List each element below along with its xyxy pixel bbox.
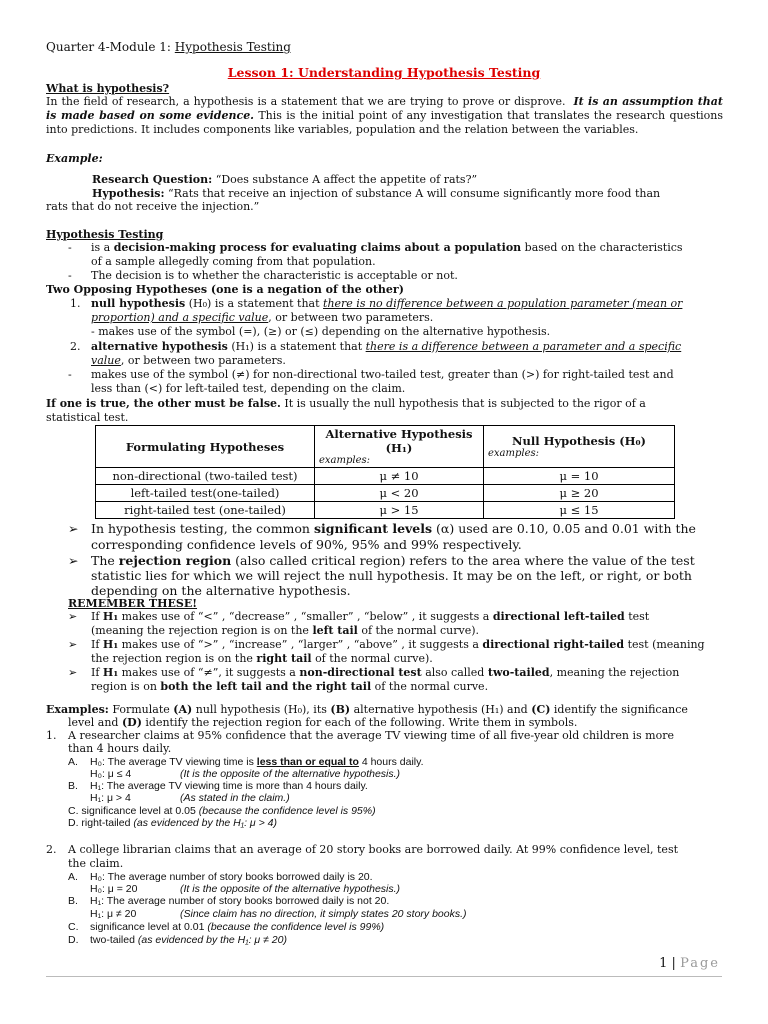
- arrow-bullet-icon: ➢: [68, 638, 78, 651]
- dash-bullet: -: [68, 368, 72, 381]
- table-header-formulating: Formulating Hypotheses: [96, 426, 315, 468]
- list-letter: A.: [68, 871, 78, 883]
- example-1-null-symbol: H₀: μ ≤ 4: [90, 768, 132, 780]
- if-one-true-cont: statistical test.: [46, 411, 129, 424]
- arrow-bullet-icon: ➢: [68, 666, 78, 679]
- hypothesis-example-cont: rats that do not receive the injection.”: [46, 200, 260, 213]
- left-tailed-rule-cont: (meaning the rejection region is on the left tail of the normal curve).: [91, 624, 480, 637]
- dash-bullet: -: [68, 241, 72, 254]
- list-number: 1.: [70, 297, 81, 310]
- two-hypotheses-heading: Two Opposing Hypotheses (one is a negation of the other): [46, 283, 404, 296]
- null-hypothesis-def: null hypothesis (H₀) is a statement that there is no difference between a population parameter (mean or: [91, 297, 683, 310]
- example-1-problem: A researcher claims at 95% confidence that the average TV viewing time of all five-year old children is more: [68, 729, 674, 742]
- arrow-bullet-icon: ➢: [68, 610, 78, 623]
- intro-paragraph: In the field of research, a hypothesis is a statement that we are trying to prove or disprove. It is an assumption that is made based on some evidence. This is the initial point of any investigation that translates the research questions into predictions. It includes components like variables, population and the relation between the variables.: [46, 95, 724, 136]
- right-tailed-rule-cont: the rejection region is on the right tail of the normal curve).: [91, 652, 433, 665]
- remember-heading: REMEMBER THESE!: [68, 597, 198, 610]
- example-1-alt-symbol: H₁: μ > 4: [90, 792, 131, 804]
- list-number: 2.: [70, 340, 81, 353]
- rejection-region-note-cont2: depending on the alternative hypothesis.: [91, 583, 351, 598]
- arrow-bullet-icon: ➢: [68, 553, 79, 568]
- example-2-null-symbol: H₀: μ = 20: [90, 883, 138, 895]
- example-2-significance: significance level at 0.01 (because the confidence level is 99%): [90, 921, 385, 933]
- two-tailed-rule: If H₁ makes use of “≠”, it suggests a non-directional test also called two-tailed, meaning the rejection: [91, 666, 680, 679]
- list-number: 2.: [46, 843, 57, 856]
- right-tailed-rule: If H₁ makes use of “>” , “increase” , “larger” , “above” , it suggests a directional right-tailed test (meaning: [91, 638, 705, 651]
- footer-divider: [46, 976, 722, 977]
- significance-note-cont: corresponding confidence levels of 90%, 95% and 99% respectively.: [91, 537, 522, 552]
- ht-bullet-1: is a decision-making process for evaluating claims about a population based on the characteristics: [91, 241, 683, 254]
- example-2-alt-note: (Since claim has no direction, it simply states 20 story books.): [180, 908, 467, 920]
- intro-heading: What is hypothesis?: [46, 82, 170, 95]
- examples-instructions-cont: level and (D) identify the rejection region for each of the following. Write them in symbols.: [68, 716, 578, 729]
- list-letter: D.: [68, 934, 79, 946]
- example-2-null-text: H₀: The average number of story books borrowed daily is 20.: [90, 871, 373, 883]
- null-hypothesis-def-cont: proportion) and a specific value, or between two parameters.: [91, 311, 434, 324]
- example-1-region: D. right-tailed (as evidenced by the H₁: μ > 4): [68, 817, 277, 829]
- example-2-alt-symbol: H₁: μ ≠ 20: [90, 908, 137, 920]
- research-question: Research Question: “Does substance A affect the appetite of rats?”: [92, 173, 478, 186]
- example-2-problem-cont: the claim.: [68, 857, 124, 870]
- two-tailed-rule-cont: region is on both the left tail and the right tail of the normal curve.: [91, 680, 489, 693]
- example-1-significance: C. significance level at 0.05 (because the confidence level is 95%): [68, 805, 376, 817]
- example-2-region: two-tailed (as evidenced by the H₁: μ ≠ 20): [90, 934, 287, 946]
- examples-instructions: Examples: Formulate (A) null hypothesis (H₀), its (B) alternative hypothesis (H₁) and (C) identify the significance: [46, 703, 688, 716]
- example-label: Example:: [46, 152, 103, 165]
- example-2-problem: A college librarian claims that an average of 20 story books are borrowed daily. At 99% confidence level, test: [68, 843, 679, 856]
- example-2-alt-text: H₁: The average number of story books borrowed daily is not 20.: [90, 895, 390, 907]
- ht-bullet-2: The decision is to whether the characteristic is acceptable or not.: [91, 269, 458, 282]
- alt-hypothesis-def-cont: value, or between two parameters.: [91, 354, 286, 367]
- table-row: left-tailed test(one-tailed) μ < 20 μ ≥ 20: [96, 485, 675, 502]
- table-row: non-directional (two-tailed test) μ ≠ 10 μ = 10: [96, 468, 675, 485]
- null-hypothesis-symbols: - makes use of the symbol (=), (≥) or (≤) depending on the alternative hypothesis.: [91, 325, 551, 338]
- alt-hypothesis-symbols-cont: less than (<) for left-tailed test, depending on the claim.: [91, 382, 406, 395]
- page-footer: 1 | Page: [659, 956, 720, 971]
- example-2-null-note: (It is the opposite of the alternative hypothesis.): [180, 883, 401, 895]
- if-one-true: If one is true, the other must be false. It is usually the null hypothesis that is subjected to the rigor of a: [46, 397, 646, 410]
- table-row: right-tailed test (one-tailed) μ > 15 μ ≤ 15: [96, 502, 675, 519]
- list-letter: B.: [68, 895, 78, 907]
- table-header-row: [96, 426, 675, 468]
- example-1-null-note: (It is the opposite of the alternative hypothesis.): [180, 768, 401, 780]
- list-number: 1.: [46, 729, 57, 742]
- example-1-problem-cont: than 4 hours daily.: [68, 742, 172, 755]
- hypothesis-example: Hypothesis: “Rats that receive an injection of substance A will consume significantly more food than: [92, 187, 661, 200]
- rejection-region-note-cont: statistic lies for which we will reject the null hypothesis. It may be on the left, or right, or both: [91, 568, 692, 583]
- example-1-null-text: H₀: The average TV viewing time is less than or equal to 4 hours daily.: [90, 756, 424, 768]
- list-letter: C.: [68, 921, 79, 933]
- page-number: 1: [659, 956, 668, 971]
- example-1-alt-text: H₁: The average TV viewing time is more than 4 hours daily.: [90, 780, 368, 792]
- list-letter: B.: [68, 780, 78, 792]
- ht-bullet-1-cont: of a sample allegedly coming from that population.: [91, 255, 376, 268]
- module-header: Quarter 4-Module 1: Hypothesis Testing: [46, 40, 291, 54]
- lesson-title: Lesson 1: Understanding Hypothesis Testing: [227, 65, 541, 80]
- left-tailed-rule: If H₁ makes use of “<” , “decrease” , “smaller” , “below” , it suggests a directional left-tailed test: [91, 610, 650, 623]
- table-header-null: Null Hypothesis (H₀) examples:: [484, 426, 675, 468]
- dash-bullet: -: [68, 269, 72, 282]
- example-1-alt-note: (As stated in the claim.): [180, 792, 290, 804]
- hypotheses-table: [95, 425, 675, 519]
- arrow-bullet-icon: ➢: [68, 521, 79, 536]
- list-letter: A.: [68, 756, 78, 768]
- significance-note: In hypothesis testing, the common significant levels (α) used are 0.10, 0.05 and 0.01 with the: [91, 521, 696, 536]
- alt-hypothesis-def: alternative hypothesis (H₁) is a statement that there is a difference between a parameter and a specific: [91, 340, 682, 353]
- alt-hypothesis-symbols: makes use of the symbol (≠) for non-directional two-tailed test, greater than (>) for right-tailed test and: [91, 368, 674, 381]
- table-header-alternative: Alternative Hypothesis (H₁) examples:: [315, 426, 484, 468]
- ht-heading: Hypothesis Testing: [46, 228, 164, 241]
- page-label: Page: [680, 956, 720, 971]
- rejection-region-note: The rejection region (also called critical region) refers to the area where the value of the test: [91, 553, 695, 568]
- module-topic: Hypothesis Testing: [174, 40, 291, 54]
